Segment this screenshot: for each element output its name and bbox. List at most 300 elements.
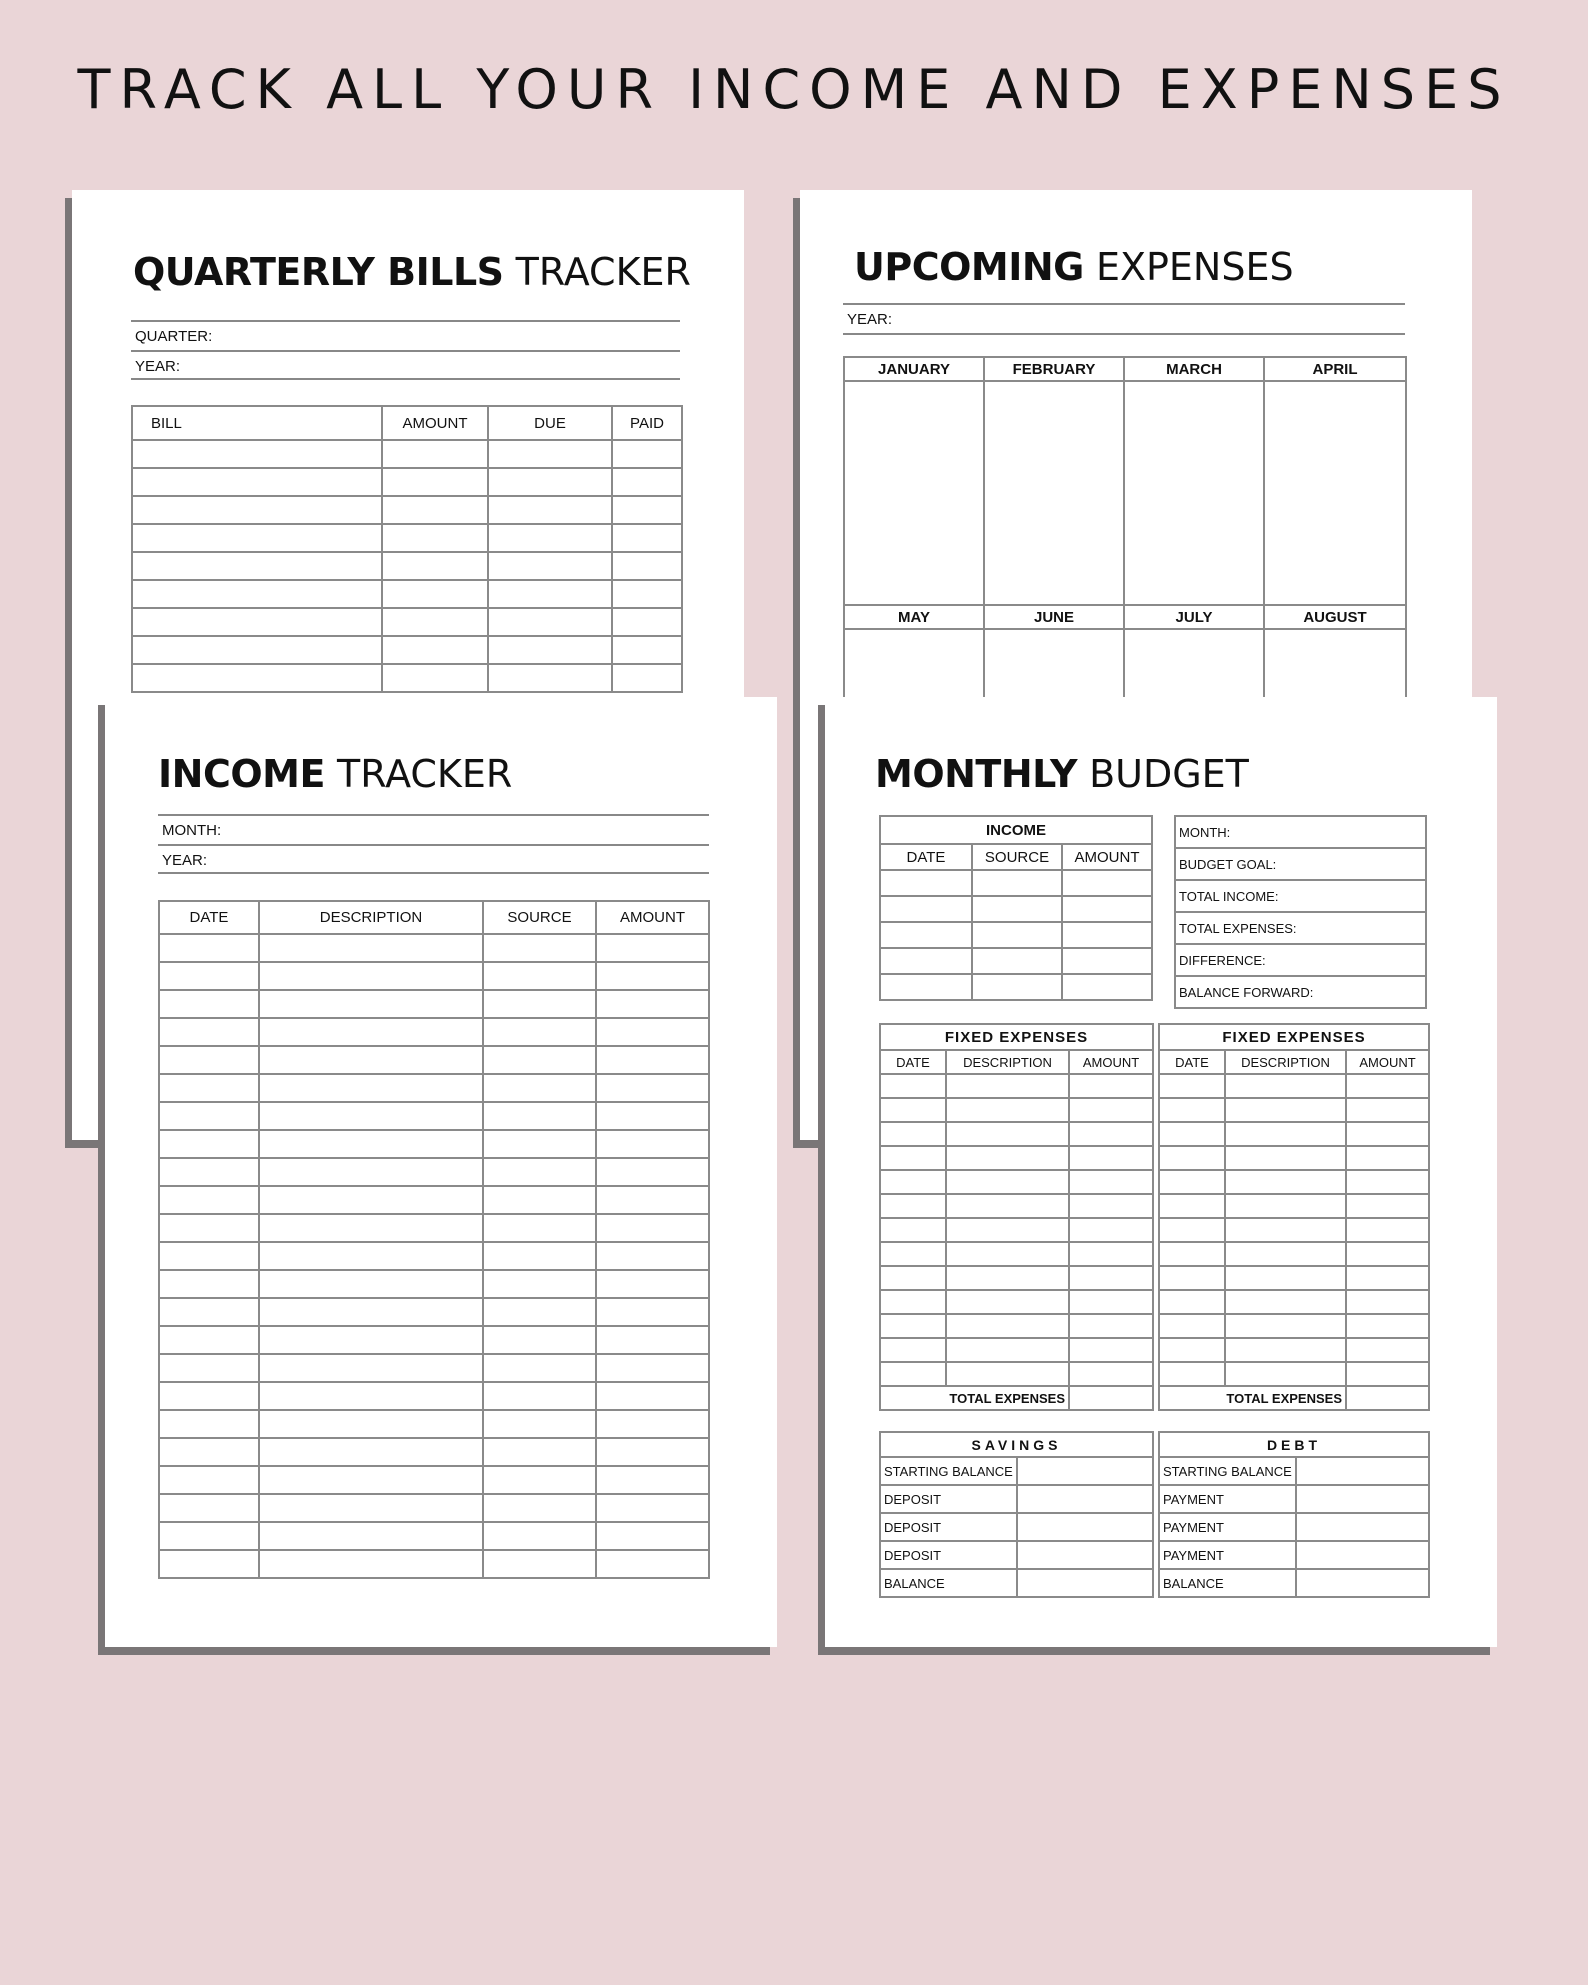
income-row-cell (596, 1550, 709, 1578)
budget-income-row-cell (1062, 896, 1152, 922)
income-amount-header: AMOUNT (596, 901, 709, 934)
income-row-cell (483, 1382, 596, 1410)
budget-income-date-header: DATE (880, 844, 972, 870)
income-row-cell (596, 1214, 709, 1242)
income-row-cell (259, 934, 483, 962)
income-row-cell (259, 1186, 483, 1214)
fixed-left-row-cell (1069, 1170, 1153, 1194)
income-row-cell (159, 1186, 259, 1214)
debt-row-label: PAYMENT (1159, 1541, 1296, 1569)
debt-row-value (1296, 1569, 1429, 1597)
fixed-right-row (1159, 1218, 1429, 1242)
savings-row-label: BALANCE (880, 1569, 1017, 1597)
summary-label: BALANCE FORWARD: (1175, 976, 1426, 1008)
fixed-left-row-cell (946, 1074, 1069, 1098)
income-row-cell (159, 1018, 259, 1046)
fixed-left-row-cell (880, 1338, 946, 1362)
bill-row-cell (612, 552, 682, 580)
bill-row-cell (488, 636, 612, 664)
income-row (159, 1074, 709, 1102)
debt-row-label: BALANCE (1159, 1569, 1296, 1597)
debt-row-value (1296, 1485, 1429, 1513)
income-row-cell (159, 1494, 259, 1522)
fixed-left-row-cell (946, 1194, 1069, 1218)
year-field: YEAR: (131, 350, 680, 380)
income-row (159, 1298, 709, 1326)
summary-row (1175, 944, 1426, 976)
debt-row-value (1296, 1513, 1429, 1541)
summary-label: MONTH: (1175, 816, 1426, 848)
fixed-left-row-cell (946, 1122, 1069, 1146)
month-february: FEBRUARY (984, 357, 1124, 381)
fixed-left-row-cell (946, 1314, 1069, 1338)
fixed-right-row-cell (1346, 1074, 1429, 1098)
budget-income-row-cell (1062, 948, 1152, 974)
fixed-right-row-cell (1159, 1362, 1225, 1386)
fixed-left-row-cell (1069, 1194, 1153, 1218)
income-title-light: TRACKER (337, 752, 513, 796)
income-row (159, 1018, 709, 1046)
upcoming-year-field: YEAR: (843, 303, 1405, 335)
budget-summary-table (1174, 815, 1427, 1009)
income-row-cell (159, 1214, 259, 1242)
fixed-right-row-cell (1159, 1122, 1225, 1146)
fixed-left-row-cell (1069, 1362, 1153, 1386)
fixed-left-row-cell (946, 1146, 1069, 1170)
income-row-cell (159, 1298, 259, 1326)
fixed-left-row-cell (1069, 1338, 1153, 1362)
bill-row-cell (612, 496, 682, 524)
fixed-left-row (880, 1218, 1153, 1242)
fixed-left-row-cell (946, 1218, 1069, 1242)
fixed-left-amount-header: AMOUNT (1069, 1050, 1153, 1074)
fixed-right-description-header: DESCRIPTION (1225, 1050, 1346, 1074)
fixed-left-row-cell (880, 1242, 946, 1266)
budget-income-source-header: SOURCE (972, 844, 1062, 870)
fixed-left-row (880, 1170, 1153, 1194)
bill-row-cell (488, 496, 612, 524)
income-row (159, 990, 709, 1018)
quarterly-title (133, 250, 691, 294)
income-row-cell (596, 990, 709, 1018)
income-row-cell (596, 1158, 709, 1186)
fixed-right-row-cell (1159, 1242, 1225, 1266)
fixed-right-row (1159, 1146, 1429, 1170)
bill-column-header: BILL (132, 406, 382, 440)
fixed-right-row-cell (1346, 1218, 1429, 1242)
month-june: JUNE (984, 605, 1124, 629)
income-row-cell (596, 962, 709, 990)
fixed-left-row-cell (946, 1266, 1069, 1290)
fixed-right-row-cell (1225, 1218, 1346, 1242)
bill-row-cell (382, 636, 488, 664)
budget-income-row-cell (880, 870, 972, 896)
bill-row-cell (488, 608, 612, 636)
debt-header: DEBT (1159, 1432, 1429, 1457)
fixed-left-row-cell (880, 1314, 946, 1338)
income-row-cell (259, 1270, 483, 1298)
income-title (158, 752, 512, 796)
fixed-right-row-cell (1159, 1338, 1225, 1362)
income-description-header: DESCRIPTION (259, 901, 483, 934)
income-row-cell (259, 1130, 483, 1158)
savings-row-value (1017, 1485, 1153, 1513)
fixed-left-row-cell (880, 1074, 946, 1098)
income-row-cell (159, 1550, 259, 1578)
bill-row (132, 664, 682, 692)
upcoming-title (854, 245, 1294, 289)
budget-income-row-cell (880, 896, 972, 922)
fixed-right-row (1159, 1194, 1429, 1218)
bill-row-cell (612, 468, 682, 496)
debt-row (1159, 1513, 1429, 1541)
income-row-cell (596, 1186, 709, 1214)
budget-income-row (880, 896, 1152, 922)
income-title-bold: INCOME (158, 752, 325, 796)
bill-row-cell (132, 524, 382, 552)
income-row-cell (483, 1438, 596, 1466)
bill-row-cell (488, 468, 612, 496)
fixed-left-row-cell (880, 1290, 946, 1314)
savings-row (880, 1541, 1153, 1569)
fixed-left-row-cell (1069, 1242, 1153, 1266)
summary-label: DIFFERENCE: (1175, 944, 1426, 976)
savings-row (880, 1569, 1153, 1597)
income-row (159, 1326, 709, 1354)
fixed-right-date-header: DATE (1159, 1050, 1225, 1074)
savings-table (879, 1431, 1154, 1598)
income-row-cell (596, 1298, 709, 1326)
income-row-cell (483, 1074, 596, 1102)
income-row-cell (259, 1354, 483, 1382)
fixed-left-description-header: DESCRIPTION (946, 1050, 1069, 1074)
debt-row (1159, 1485, 1429, 1513)
fixed-right-row (1159, 1242, 1429, 1266)
income-row (159, 1046, 709, 1074)
bill-row (132, 608, 682, 636)
month-april: APRIL (1264, 357, 1406, 381)
fixed-right-row-cell (1346, 1314, 1429, 1338)
income-row-cell (259, 1522, 483, 1550)
fixed-left-row-cell (880, 1266, 946, 1290)
fixed-right-row-cell (1159, 1218, 1225, 1242)
budget-income-row-cell (972, 896, 1062, 922)
paid-column-header: PAID (612, 406, 682, 440)
bill-row (132, 468, 682, 496)
fixed-left-row (880, 1122, 1153, 1146)
upcoming-title-bold: UPCOMING (854, 245, 1084, 289)
budget-income-row-cell (880, 922, 972, 948)
fixed-right-row-cell (1225, 1098, 1346, 1122)
savings-row-label: DEPOSIT (880, 1541, 1017, 1569)
income-row-cell (159, 934, 259, 962)
bill-row-cell (132, 580, 382, 608)
fixed-left-row-cell (1069, 1098, 1153, 1122)
fixed-left-row-cell (946, 1362, 1069, 1386)
income-row-cell (596, 1466, 709, 1494)
savings-row-value (1017, 1457, 1153, 1485)
debt-body (1159, 1457, 1429, 1597)
income-row (159, 1158, 709, 1186)
fixed-right-row-cell (1225, 1194, 1346, 1218)
fixed-right-row (1159, 1290, 1429, 1314)
income-row-cell (259, 1242, 483, 1270)
month-august: AUGUST (1264, 605, 1406, 629)
income-row-cell (483, 934, 596, 962)
budget-income-row-cell (972, 948, 1062, 974)
fixed-right-row-cell (1346, 1170, 1429, 1194)
savings-row-label: STARTING BALANCE (880, 1457, 1017, 1485)
budget-income-row-cell (1062, 922, 1152, 948)
bill-row-cell (488, 552, 612, 580)
bill-row-cell (488, 440, 612, 468)
debt-row-label: PAYMENT (1159, 1485, 1296, 1513)
bills-table-body (132, 440, 682, 692)
savings-body (880, 1457, 1153, 1597)
savings-row-value (1017, 1569, 1153, 1597)
income-row-cell (483, 1354, 596, 1382)
income-row (159, 1438, 709, 1466)
fixed-left-row-cell (946, 1290, 1069, 1314)
debt-row-value (1296, 1457, 1429, 1485)
bill-row-cell (612, 580, 682, 608)
income-row-cell (159, 1270, 259, 1298)
income-row-cell (259, 1018, 483, 1046)
fixed-right-row-cell (1225, 1362, 1346, 1386)
summary-row (1175, 816, 1426, 848)
budget-income-row (880, 922, 1152, 948)
income-row-cell (159, 1522, 259, 1550)
fixed-left-row-cell (946, 1098, 1069, 1122)
income-table (158, 900, 710, 1579)
fixed-right-row (1159, 1170, 1429, 1194)
income-row-cell (596, 1046, 709, 1074)
fixed-expenses-left-body (880, 1074, 1153, 1386)
income-row-cell (596, 1438, 709, 1466)
fixed-right-row-cell (1225, 1266, 1346, 1290)
bill-row (132, 496, 682, 524)
income-row (159, 962, 709, 990)
bill-row-cell (382, 524, 488, 552)
income-row-cell (596, 1074, 709, 1102)
bill-row (132, 524, 682, 552)
income-row-cell (259, 1494, 483, 1522)
income-row-cell (259, 1326, 483, 1354)
budget-income-row-cell (972, 974, 1062, 1000)
income-table-body (159, 934, 709, 1578)
budget-income-row-cell (1062, 974, 1152, 1000)
fixed-left-row-cell (1069, 1266, 1153, 1290)
fixed-right-row (1159, 1314, 1429, 1338)
fixed-right-row-cell (1225, 1290, 1346, 1314)
fixed-right-row-cell (1159, 1170, 1225, 1194)
income-year-field: YEAR: (158, 844, 709, 874)
income-row (159, 1102, 709, 1130)
income-row (159, 1270, 709, 1298)
fixed-left-row-cell (946, 1338, 1069, 1362)
income-row-cell (596, 1102, 709, 1130)
debt-row-label: PAYMENT (1159, 1513, 1296, 1541)
savings-row (880, 1513, 1153, 1541)
fixed-right-row-cell (1225, 1242, 1346, 1266)
fixed-right-row-cell (1225, 1338, 1346, 1362)
income-row (159, 1550, 709, 1578)
fixed-right-row-cell (1159, 1290, 1225, 1314)
fixed-right-row-cell (1346, 1146, 1429, 1170)
income-row-cell (159, 1438, 259, 1466)
debt-row (1159, 1541, 1429, 1569)
fixed-left-row-cell (880, 1218, 946, 1242)
fixed-right-row-cell (1346, 1362, 1429, 1386)
fixed-left-row (880, 1290, 1153, 1314)
fixed-right-row-cell (1159, 1266, 1225, 1290)
income-tracker-sheet (105, 697, 777, 1647)
income-row-cell (259, 990, 483, 1018)
income-row (159, 1130, 709, 1158)
bill-row-cell (488, 664, 612, 692)
income-row-cell (259, 1382, 483, 1410)
income-row (159, 1354, 709, 1382)
savings-row-value (1017, 1541, 1153, 1569)
income-row-cell (483, 1130, 596, 1158)
bill-row-cell (382, 468, 488, 496)
budget-income-table (879, 815, 1153, 1001)
fixed-left-row-cell (1069, 1314, 1153, 1338)
income-row-cell (483, 1494, 596, 1522)
fixed-left-row (880, 1338, 1153, 1362)
monthly-budget-sheet (825, 697, 1497, 1647)
savings-row-label: DEPOSIT (880, 1485, 1017, 1513)
summary-row (1175, 976, 1426, 1008)
income-row-cell (596, 1326, 709, 1354)
fixed-right-total-label: TOTAL EXPENSES (1159, 1386, 1346, 1410)
fixed-right-row-cell (1159, 1194, 1225, 1218)
budget-income-row (880, 948, 1152, 974)
bill-row-cell (612, 608, 682, 636)
banner-title: TRACK ALL YOUR INCOME AND EXPENSES (77, 58, 1511, 121)
budget-title-light: BUDGET (1089, 752, 1249, 796)
fixed-left-row (880, 1314, 1153, 1338)
bill-row-cell (488, 580, 612, 608)
summary-label: TOTAL INCOME: (1175, 880, 1426, 912)
income-row-cell (596, 1242, 709, 1270)
income-row-cell (483, 1046, 596, 1074)
fixed-right-row-cell (1346, 1338, 1429, 1362)
savings-row (880, 1485, 1153, 1513)
bill-row-cell (132, 608, 382, 636)
income-row-cell (483, 1410, 596, 1438)
savings-row (880, 1457, 1153, 1485)
income-row-cell (259, 962, 483, 990)
fixed-right-row (1159, 1122, 1429, 1146)
fixed-right-row-cell (1225, 1146, 1346, 1170)
fixed-left-row-cell (1069, 1122, 1153, 1146)
budget-income-row-cell (1062, 870, 1152, 896)
income-row-cell (596, 1354, 709, 1382)
income-row (159, 1186, 709, 1214)
income-row-cell (596, 1382, 709, 1410)
income-row-cell (483, 1298, 596, 1326)
fixed-right-row-cell (1346, 1290, 1429, 1314)
fixed-right-row-cell (1225, 1170, 1346, 1194)
fixed-left-row (880, 1242, 1153, 1266)
fixed-expenses-left-table (879, 1023, 1154, 1411)
debt-row-value (1296, 1541, 1429, 1569)
bills-table (131, 405, 683, 693)
debt-row (1159, 1457, 1429, 1485)
income-row-cell (259, 1466, 483, 1494)
fixed-right-row-cell (1225, 1314, 1346, 1338)
income-row-cell (596, 934, 709, 962)
bill-row (132, 580, 682, 608)
savings-row-value (1017, 1513, 1153, 1541)
income-row-cell (159, 1410, 259, 1438)
budget-title (875, 752, 1249, 796)
fixed-left-row-cell (1069, 1146, 1153, 1170)
budget-income-body (880, 870, 1152, 1000)
fixed-left-row-cell (1069, 1074, 1153, 1098)
fixed-expenses-right-body (1159, 1074, 1429, 1386)
quarterly-title-light: TRACKER (515, 250, 691, 294)
fixed-left-row-cell (880, 1146, 946, 1170)
budget-income-row-cell (880, 948, 972, 974)
bill-row (132, 440, 682, 468)
income-row (159, 1214, 709, 1242)
savings-row-label: DEPOSIT (880, 1513, 1017, 1541)
summary-row (1175, 912, 1426, 944)
fixed-left-row (880, 1194, 1153, 1218)
fixed-right-row-cell (1225, 1122, 1346, 1146)
income-row-cell (596, 1130, 709, 1158)
income-row-cell (596, 1410, 709, 1438)
bill-row-cell (382, 440, 488, 468)
income-row-cell (483, 1158, 596, 1186)
fixed-right-row-cell (1346, 1242, 1429, 1266)
bill-row-cell (132, 552, 382, 580)
income-row-cell (159, 1102, 259, 1130)
income-row-cell (596, 1270, 709, 1298)
income-row-cell (159, 1382, 259, 1410)
fixed-left-row (880, 1266, 1153, 1290)
fixed-left-row-cell (946, 1170, 1069, 1194)
fixed-right-row (1159, 1266, 1429, 1290)
bill-row (132, 552, 682, 580)
fixed-left-row (880, 1146, 1153, 1170)
fixed-left-row-cell (880, 1194, 946, 1218)
budget-income-row-cell (972, 870, 1062, 896)
bill-row-cell (382, 552, 488, 580)
income-row-cell (483, 1242, 596, 1270)
bill-row-cell (382, 664, 488, 692)
bill-row-cell (612, 664, 682, 692)
budget-summary-body (1175, 816, 1426, 1008)
budget-income-row (880, 974, 1152, 1000)
summary-row (1175, 880, 1426, 912)
amount-column-header: AMOUNT (382, 406, 488, 440)
quarterly-title-bold: QUARTERLY BILLS (133, 250, 504, 294)
fixed-right-row (1159, 1074, 1429, 1098)
income-row-cell (159, 1326, 259, 1354)
bill-row (132, 636, 682, 664)
fixed-left-date-header: DATE (880, 1050, 946, 1074)
bill-row-cell (382, 496, 488, 524)
income-row (159, 934, 709, 962)
bill-row-cell (382, 608, 488, 636)
month-march: MARCH (1124, 357, 1264, 381)
income-row-cell (159, 1158, 259, 1186)
income-row-cell (483, 1326, 596, 1354)
income-row-cell (483, 962, 596, 990)
